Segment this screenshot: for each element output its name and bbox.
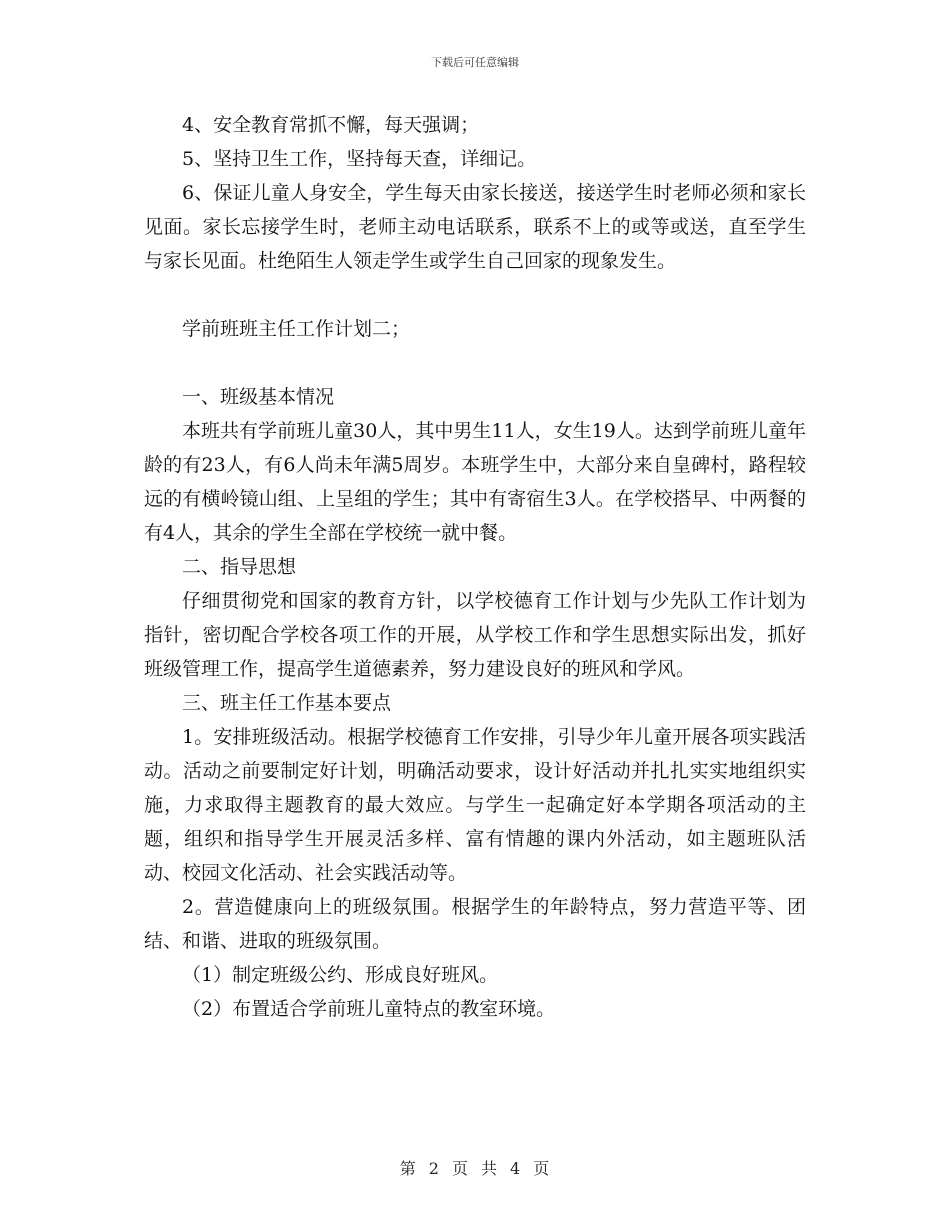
heading-class-basic-situation: 一、班级基本情况 — [182, 386, 335, 408]
heading-guiding-thought: 二、指导思想 — [182, 556, 297, 578]
document-body — [144, 108, 806, 1026]
paragraph-item-5: 5、坚持卫生工作，坚持每天查，详细记。 — [182, 148, 537, 170]
paragraph-class-activities: 1。安排班级活动。根据学校德育工作安排，引导少年儿童开展各项实践活动。活动之前要制定好计划，明确活动要求，设计好活动并扎扎实实地组织实施，力求取得主题教育的最大效应。与学生一起确定好本学期各项活动的主题，组织和指导学生开展灵活多样、富有情趣的课内外活动，如主题班队活动、校园文化活动、社会实践活动等。 — [144, 726, 806, 884]
total-word: 共 — [481, 1159, 499, 1178]
page-word: 第 — [399, 1159, 417, 1178]
page-unit: 页 — [451, 1159, 469, 1178]
heading-work-points: 三、班主任工作基本要点 — [182, 692, 392, 714]
blank-line — [144, 278, 806, 312]
total-unit: 页 — [533, 1159, 551, 1178]
paragraph-class-situation: 本班共有学前班儿童30人，其中男生11人，女生19人。达到学前班儿童年龄的有23人，有6人尚未年满5周岁。本班学生中，大部分来自皇碑村，路程较远的有横岭镜山组、上呈组的学生；其中有寄宿生3人。在学校搭早、中两餐的有4人，其余的学生全部在学校统一就中餐。 — [144, 420, 806, 544]
blank-line — [144, 346, 806, 380]
current-page-number: 2 — [428, 1159, 440, 1178]
paragraph-item-6: 6、保证儿童人身安全，学生每天由家长接送，接送学生时老师必须和家长见面。家长忘接学生时，老师主动电话联系，联系不上的或等或送，直至学生与家长见面。杜绝陌生人领走学生或学生自己回家的现象发生。 — [144, 182, 806, 272]
section-title-plan-two: 学前班班主任工作计划二； — [182, 318, 411, 340]
page-header: 下载后可任意编辑 — [431, 56, 519, 69]
sub-item-classroom-environment: （2）布置适合学前班儿童特点的教室环境。 — [182, 998, 556, 1020]
paragraph-guiding-thought: 仔细贯彻党和国家的教育方针，以学校德育工作计划与少先队工作计划为指针，密切配合学校各项工作的开展，从学校工作和学生思想实际出发，抓好班级管理工作，提高学生道德素养，努力建设良好的班风和学风。 — [144, 590, 806, 680]
sub-item-class-convention: （1）制定班级公约、形成良好班风。 — [182, 964, 499, 986]
total-page-number: 4 — [510, 1159, 522, 1178]
paragraph-class-atmosphere: 2。营造健康向上的班级氛围。根据学生的年龄特点，努力营造平等、团结、和谐、进取的班级氛围。 — [144, 896, 806, 952]
page-footer — [0, 1156, 950, 1179]
paragraph-item-4: 4、安全教育常抓不懈，每天强调； — [182, 114, 480, 136]
